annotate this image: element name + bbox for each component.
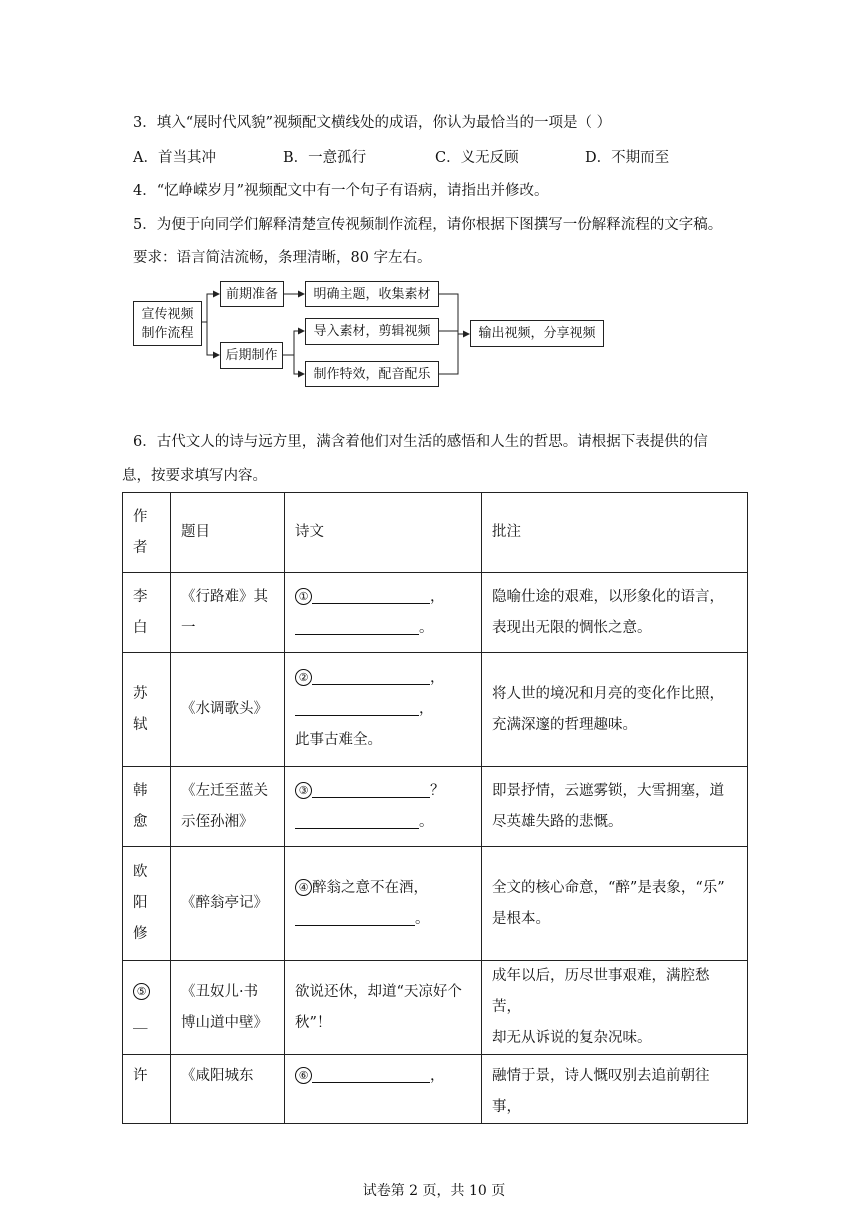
row6-poem: ⑥ ， [285, 1055, 482, 1124]
row5-poem: 欲说还休，却道“天凉好个 秋”！ [285, 961, 482, 1055]
row1-author: 李 白 [123, 573, 171, 653]
row1-title: 《行路难》其 一 [171, 573, 285, 653]
flow-root-box [133, 301, 202, 346]
row6-author: 许 [123, 1055, 171, 1124]
flow-step1-box: 明确主题，收集素材 [305, 281, 439, 307]
flow-step3-box: 制作特效，配音配乐 [305, 361, 439, 387]
q6-stem-line2: 息，按要求填写内容。 [122, 468, 267, 484]
row4-author: 欧 阳 修 [123, 847, 171, 961]
row3-title: 《左迁至蓝关 示侄孙湘》 [171, 767, 285, 847]
circled-number: ① [295, 588, 312, 605]
fill-blank[interactable] [312, 587, 430, 604]
q3-option-b[interactable]: B．一意孤行 [283, 150, 367, 166]
fill-blank[interactable] [312, 668, 430, 685]
row2-author: 苏 轼 [123, 653, 171, 767]
row3-note: 即景抒情，云遮雾锁，大雪拥塞，道 尽英雄失路的悲慨。 [482, 767, 748, 847]
table-row [123, 767, 748, 847]
q3-option-a[interactable]: A．首当其冲 [133, 150, 216, 166]
row4-title: 《醉翁亭记》 [171, 847, 285, 961]
circled-number: ⑤ [133, 983, 150, 1000]
row4-poem: ④ 醉翁之意不在酒， 。 [285, 847, 482, 961]
table-row [123, 1055, 748, 1124]
row6-note: 融情于景，诗人慨叹别去追前朝往事， [482, 1055, 748, 1124]
circled-number: ③ [295, 782, 312, 799]
flowchart-connectors [0, 0, 868, 420]
q3-stem: 3．填入“展时代风貌”视频配文横线处的成语，你认为最恰当的一项是（ ） [133, 115, 612, 131]
q5-requirement: 要求：语言简洁流畅，条理清晰，80 字左右。 [133, 250, 432, 266]
header-author: 作 者 [123, 493, 171, 573]
fill-blank[interactable] [295, 812, 419, 829]
row1-note: 隐喻仕途的艰难，以形象化的语言， 表现出无限的惆怅之意。 [482, 573, 748, 653]
row5-title: 《丑奴儿·书 博山道中壁》 [171, 961, 285, 1055]
fill-blank[interactable] [295, 618, 419, 635]
row2-title: 《水调歌头》 [171, 653, 285, 767]
page-footer: 试卷第 2 页，共 10 页 [362, 1183, 506, 1199]
row2-poem: ② ， ， 此事古难全。 [285, 653, 482, 767]
circled-number: ⑥ [295, 1067, 312, 1084]
flow-output-box: 输出视频，分享视频 [470, 320, 604, 347]
fill-blank[interactable] [295, 699, 419, 716]
row3-author: 韩 愈 [123, 767, 171, 847]
fill-blank[interactable] [295, 909, 415, 926]
flow-root-line2: 制作流程 [141, 325, 194, 341]
row6-title: 《咸阳城东 [171, 1055, 285, 1124]
header-title: 题目 [171, 493, 285, 573]
row4-note: 全文的核心命意，“醉”是表象，“乐” 是根本。 [482, 847, 748, 961]
circled-number: ② [295, 669, 312, 686]
row5-author [123, 961, 171, 1055]
flow-post-box: 后期制作 [220, 342, 283, 369]
flow-pre-box: 前期准备 [220, 281, 284, 307]
fill-blank[interactable] [312, 781, 430, 798]
table-row [123, 847, 748, 961]
q5-stem: 5．为便于向同学们解释清楚宣传视频制作流程，请你根据下图撰写一份解释流程的文字稿。 [133, 217, 723, 233]
circled-number: ④ [295, 879, 312, 896]
header-note: 批注 [482, 493, 748, 573]
table-row [123, 573, 748, 653]
table-header-row [123, 493, 748, 573]
row3-poem: ③ ？ 。 [285, 767, 482, 847]
author-blank[interactable]: ＿ [133, 1014, 148, 1031]
fill-blank[interactable] [312, 1066, 430, 1083]
row5-note: 成年以后，历尽世事艰难，满腔愁苦， 却无从诉说的复杂况味。 [482, 961, 748, 1055]
poem-table [122, 492, 748, 1124]
flow-step2-box: 导入素材，剪辑视频 [305, 318, 439, 345]
row2-note: 将人世的境况和月亮的变化作比照， 充满深邃的哲理趣味。 [482, 653, 748, 767]
q6-stem-line1: 6．古代文人的诗与远方里，满含着他们对生活的感悟和人生的哲思。请根据下表提供的信 [133, 434, 708, 450]
table-row [123, 961, 748, 1055]
q3-option-c[interactable]: C．义无反顾 [435, 150, 519, 166]
row1-poem: ① ， 。 [285, 573, 482, 653]
flow-root-line1: 宣传视频 [141, 306, 194, 322]
q3-option-d[interactable]: D．不期而至 [585, 150, 670, 166]
header-poem: 诗文 [285, 493, 482, 573]
q4-stem: 4．“忆峥嵘岁月”视频配文中有一个句子有语病，请指出并修改。 [133, 183, 549, 199]
table-row [123, 653, 748, 767]
